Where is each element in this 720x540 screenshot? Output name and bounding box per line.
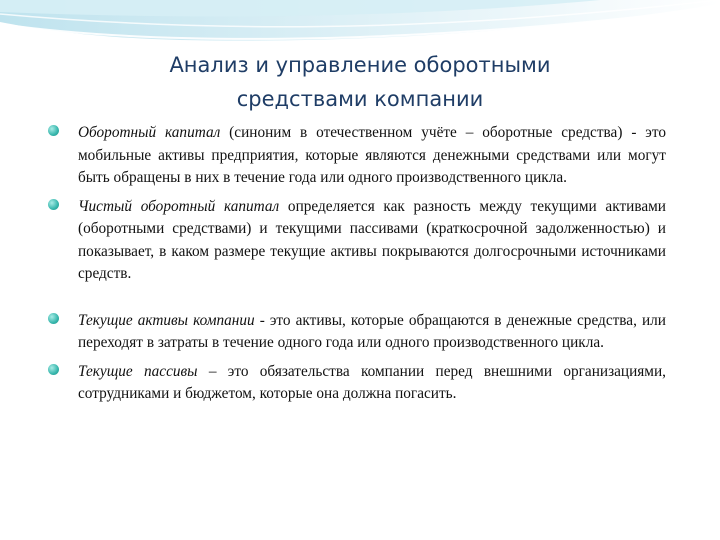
bullet-definition: – это обязательства компании перед внешними организациями, сотрудниками и бюджетом, которые она должна погасить.	[78, 362, 667, 402]
bullet-definition: - это активы, которые обращаются в денежные средства, или переходят в затраты в течение одного года или одного производственного цикла.	[78, 311, 666, 351]
bullet-dot-icon	[48, 364, 59, 375]
bullet-text	[78, 196, 666, 286]
bullet-text	[78, 361, 666, 406]
bullet-definition: (синоним в отечественном учёте – оборотные средства) - это мобильные активы предприятия, которые являются денежными средствами или могут быть обращены в них в течение года или одного производственного цикла.	[78, 124, 666, 186]
bullet-list	[48, 122, 666, 412]
bullet-term: Текущие активы компании	[78, 311, 255, 329]
bullet-term: Оборотный капитал	[78, 124, 221, 141]
bullet-text	[78, 310, 666, 355]
bullet-item-working-capital	[48, 122, 666, 190]
bullet-dot-icon	[48, 125, 59, 136]
bullet-item-current-assets	[48, 310, 666, 355]
slide-title: Анализ и управление оборотными средствами компании	[169, 53, 551, 111]
bullet-definition: определяется как разность между текущими активами (оборотными средствами) и текущими пассивами (краткосрочной задолженностью) и показывает, в каком размере текущие активы покрываются долгосрочными источниками средств.	[78, 197, 666, 282]
bullet-item-current-liabilities	[48, 361, 666, 406]
bullet-dot-icon	[48, 313, 59, 324]
bullet-dot-icon	[48, 199, 59, 210]
bullet-term: Чистый оборотный капитал	[78, 197, 280, 215]
bullet-item-net-working-capital	[48, 196, 666, 286]
bullet-term: Текущие пассивы	[78, 362, 198, 380]
bullet-text	[78, 122, 666, 190]
